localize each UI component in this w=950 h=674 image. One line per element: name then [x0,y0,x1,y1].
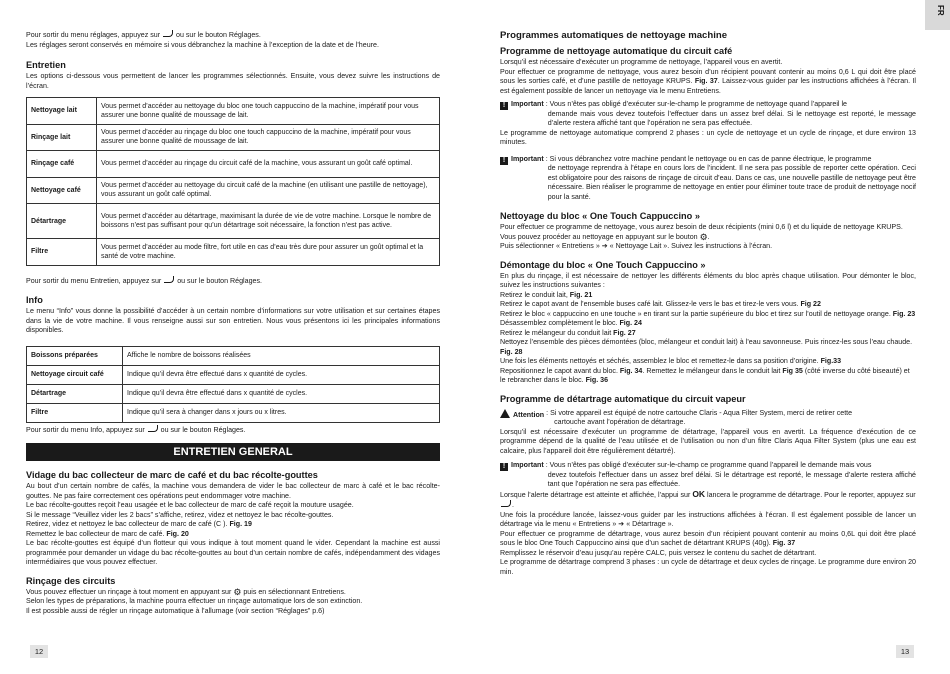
info-exit-line: Pour sortir du menu Info, appuyez sur ou sur le bouton Réglages. [26,425,246,434]
page-number-left: 12 [30,645,48,658]
d9: Repositionnez le capot avant du bloc. Fig. 34. Remettez le mélangeur dans le conduit lait Fig 35 (côté inverse du côté biseauté) et le rebrancher dans le bloc. Fig. 36 [500,366,910,384]
entretien-exit-line: Pour sortir du menu Entretien, appuyez sur ou sur le bouton Réglages. [26,276,262,285]
gear-icon: ⚙ [233,586,242,597]
table-row: Détartrage Indique qu’il devra être effectué dans x quantité de cycles. [27,384,440,403]
vidage-p1: Au bout d’un certain nombre de cafés, la machine vous demandera de vider le bac collecteur de marc à café et le bac récolte-gouttes. Ne pas faire correctement ces opérations peut endommager votre machine. [26,482,440,500]
exclamation-icon: ! [500,157,508,165]
table-row: Nettoyage lait Vous permet d’accéder au nettoyage du bloc one touch cappuccino de la machine, impératif pour vous assurer une bonne qualité de moussage de lait. [27,98,440,125]
v5: Remplissez le réservoir d’eau jusqu’au repère CALC, puis versez le contenu du sachet de détartrant. [500,548,817,557]
exclamation-icon: ! [500,463,508,471]
rincage-heading: Rinçage des circuits [26,575,116,586]
rincage-p3: Il est possible aussi de régler un rinçage automatique à l’allumage (voir section “Réglages” p.6) [26,606,325,615]
important-note-3: ! Important : Vous n’êtes pas obligé d’exécuter sur-le-champ ce programme quand l’appareil le demande mais vous devez toutefois l’effectuer dans un assez bref délai. Si le détartrage est reporté, le message d’alerte restera affiché tant que l’opération ne sera pas effectuée. [500,461,916,490]
gear-icon: ⚙ [699,231,708,242]
d6: Retirez le mélangeur du conduit lait Fig. 27 [500,328,636,337]
important-note-2: ! Important : Si vous débranchez votre machine pendant le nettoyage ou en cas de panne électrique, le programme de nettoyage reprendra à l’étape en cours lors de l’incident. Il ne sera pas possible de reporter cette opération. Ceci est obligatoire pour des raisons de rinçage de circuit d’eau. Dans ce cas, une nouvelle pastille de nettoyage peut être nécessaire. Bien réaliser le programme de nettoyage en entier pour éliminer toute trace de produit de nettoyage nocif pour la santé. [500,155,916,203]
return-icon [164,276,174,283]
info-table [26,346,440,423]
right-title: Programmes automatiques de nettoyage machine [500,30,728,41]
table-row: Filtre Vous permet d’accéder au mode filtre, fort utile en cas d’eau très dure pour assurer un goût optimal et la santé de votre machine. [27,239,440,266]
d7: Nettoyez l’ensemble des pièces démontées (bloc, mélangeur et conduit lait) à l’eau savonneuse. Puis rincez-les sous l’eau chaude. Fig. 28 [500,338,913,356]
table-row: Boissons préparées Affiche le nombre de boissons réalisées [27,346,440,365]
entretien-heading: Entretien [26,60,66,70]
oneclean-heading: Nettoyage du bloc « One Touch Cappuccino » [500,211,700,221]
maintenance-table [26,97,440,266]
info-heading: Info [26,295,43,305]
vidage-p3: Si le message “Veuillez vider les 2 bacs” s’affiche, retirez, videz et nettoyez le bac récolte-gouttes. [26,510,334,519]
table-row: Filtre Indique qu’il sera à changer dans x jours ou x litres. [27,403,440,422]
v4: Pour effectuer ce programme de détartrage, vous aurez besoin d’un récipient pouvant contenir au moins 0,6L qui doit être placé sous le bloc One Touch Cappuccino ainsi que d’un sachet de détartrant KRUPS (40g). Fig. 37 [500,529,916,547]
vidage-p5: Remettez le bac collecteur de marc de café. Fig. 20 [26,529,189,538]
d2: Retirez le conduit lait, Fig. 21 [500,290,593,299]
v1: Lorsqu’il est nécessaire d’exécuter un programme de détartrage, l’appareil vous en avertit. La fréquence d’exécution de ce programme dépend de la qualité de l’eau utilisée et de l’utilisation ou non d’un filtre Claris Aqua Filter System (plus une eau est calcaire, plus l’appareil doit être régulièrement détartré). [500,427,916,455]
info-desc: Le menu “Info” vous donne la possibilité d’accéder à un certain nombre d’informations sur votre utilisation et sur certaines étapes dans la vie de votre machine. Il vous renseigne aussi sur son entretien. Nous vous présentons ici les principales informations disponibles. [26,307,440,334]
attention-note: Attention : Si votre appareil est équipé de notre cartouche Claris - Aqua Filter System, merci de retirer cette cartouche avant l’opération de détartrage. [500,409,916,428]
oc2: Vous pouvez procéder au nettoyage en appuyant sur le bouton ⚙. [500,231,710,242]
page-number-right: 13 [896,645,914,658]
d5: Désassemblez complètement le bloc. Fig. 24 [500,319,642,327]
table-row: Nettoyage circuit café Indique qu’il devra être effectué dans x quantité de cycles. [27,365,440,384]
circuit-cafe-heading: Programme de nettoyage automatique du circuit café [500,46,733,56]
vidage-p4: Retirez, videz et nettoyez le bac collecteur de marc de café (C ). Fig. 19 [26,520,252,528]
oc1: Pour effectuer ce programme de nettoyage, vous aurez besoin de deux récipients (mini 0,6 l) et du liquide de nettoyage KRUPS. [500,223,903,231]
vapeur-heading: Programme de détartrage automatique du circuit vapeur [500,393,746,404]
demontage-heading: Démontage du bloc « One Touch Cappuccino » [500,259,706,270]
return-icon [163,30,173,37]
d8: Une fois les éléments nettoyés et séchés, assemblez le bloc et remettez-le dans sa position d’origine. Fig.33 [500,357,842,365]
language-tab: FR [925,0,950,30]
v2: Lorsque l’alerte détartrage est atteinte et affichée, l’appui sur OK lancera le programme de détartrage. Pour le reporter, appuyez sur . [500,488,916,509]
left-page [26,30,440,674]
rp2: Pour effectuer ce programme de nettoyage, vous aurez besoin d’un récipient pouvant contenir au moins 0,6 L qui doit être placé sous les sorties café, et d’une pastille de nettoyage KRUPS. Fig. 37. Laissez-vous guider par les instructions affichées à l’écran. Il est également possible de lancer un nettoyage via le menu Entretiens. [500,67,916,95]
ok-icon: OK [692,488,706,499]
vidage-p2: Le bac récolte-gouttes reçoit l’eau usagée et le bac collecteur de marc de café reçoit la mouture usagée. [26,501,354,509]
d1: En plus du rinçage, il est nécessaire de nettoyer les différents éléments du bloc après chaque utilisation. Pour démonter le bloc, suivez les instructions suivantes : [500,271,916,289]
v6: Le programme de détartrage comprend 3 phases : un cycle de détartrage et deux cycles de rinçage. Le programme dure environ 20 min. [500,558,916,576]
table-row: Rinçage lait Vous permet d’accéder au rinçage du bloc one touch cappuccino de la machine, impératif pour vous assurer une bonne qualité de moussage de lait. [27,124,440,151]
section-banner: ENTRETIEN GENERAL [26,443,440,461]
d4: Retirez le bloc « cappuccino en une touche » en tirant sur la partie supérieure du bloc et tirez sur l’outil de nettoyage orange. Fig. 23 [500,309,916,318]
warning-icon [500,409,510,418]
return-icon [501,500,511,507]
vidage-heading: Vidage du bac collecteur de marc de café et du bac récolte-gouttes [26,470,318,480]
right-page [500,30,916,674]
v3: Une fois la procédure lancée, laissez-vous guider par les instructions affichées à l’écran. Il est également possible de lancer un détartrage via le menu « Entretiens » ➔ « Détartrage ». [500,510,916,528]
return-icon [148,425,158,432]
settings-exit-line: Pour sortir du menu réglages, appuyez sur ou sur le bouton Réglages. [26,31,261,39]
rincage-p1: Vous pouvez effectuer un rinçage à tout moment en appuyant sur ⚙ puis en sélectionnant Entretiens. [26,586,346,597]
rp1: Lorsqu’il est nécessaire d’exécuter un programme de nettoyage, l’appareil vous en avertit. [500,58,783,66]
vidage-p6: Le bac récolte-gouttes est équipé d’un flotteur qui vous indique à tout moment quand le vider. Cependant la machine est aussi programmée pour demander un vidage du bac récolte-gouttes au bout d’un certain nombre de cafés, indépendamment des vidages intermédiaires que vous pouvez effectuer. [26,539,440,566]
settings-memory-line: Les réglages seront conservés en mémoire si vous débranchez la machine à l’exception de la date et de l’heure. [26,40,379,49]
table-row: Détartrage Vous permet d’accéder au détartrage, maximisant la durée de vie de votre machine. Lorsque le nombre de boissons n’est pas suffisant pour qu’un détartrage soit nécessaire, la fonction n’est pas active. [27,204,440,239]
table-row: Rinçage café Vous permet d’accéder au rinçage du circuit café de la machine, vous assurant un goût café optimal. [27,151,440,178]
entretien-desc: Les options ci-dessous vous permettent de lancer les programmes sélectionnés. Ensuite, vous devez suivre les instructions de l’écran. [26,72,440,90]
exclamation-icon: ! [500,102,508,110]
rp3: Le programme de nettoyage automatique comprend 2 phases : un cycle de nettoyage et un cycle de rinçage, et dure environ 13 minutes. [500,128,916,146]
important-note-1: ! Important : Vous n’êtes pas obligé d’exécuter sur-le-champ le programme de nettoyage quand l’appareil le demande mais vous devez toutefois l’effectuer dans un assez bref délai. Si le nettoyage est reporté, le message d’alerte restera affiché tant que l’opération ne sera pas effectuée. [500,100,916,129]
rincage-p2: Selon les types de préparations, la machine pourra effectuer un rinçage automatique lors de son extinction. [26,597,363,605]
oc3: Puis sélectionner « Entretiens » ➔ « Nettoyage Lait ». Suivez les instructions à l’écran. [500,242,773,250]
d3: Retirez le capot avant de l’ensemble buses café lait. Glissez-le vers le bas et tirez-le vers vous. Fig 22 [500,300,821,308]
table-row: Nettoyage café Vous permet d’accéder au nettoyage du circuit café de la machine (en utilisant une pastille de nettoyage), vous assurant un goût café optimal. [27,177,440,204]
